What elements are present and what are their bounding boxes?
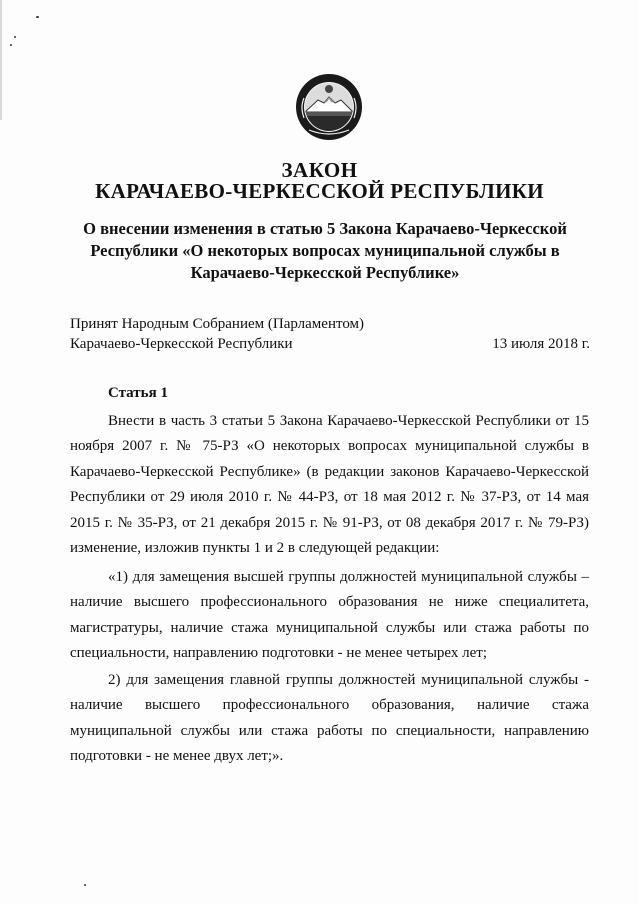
scan-speck: [14, 36, 16, 38]
law-title: ЗАКОН: [281, 158, 358, 182]
scan-speck: [36, 16, 39, 18]
subject-title: О внесении изменения в статью 5 Закона Карачаево-Черкесской Республики «О некоторых вопросах муниципальной службы в Карачаево-Черкесской Республике»: [83, 219, 567, 282]
article-paragraph: [70, 565, 589, 667]
paragraph-text: 2) для замещения главной группы должностей муниципальной службы - наличие высшего профессионального образования, наличие стажа: [70, 672, 589, 714]
article-paragraph: [70, 668, 589, 770]
article-heading: Статья 1: [108, 385, 168, 401]
coat-of-arms-icon: [294, 72, 364, 142]
adoption-date: 13 июля 2018 г.: [492, 336, 590, 352]
republic-title: КАРАЧАЕВО-ЧЕРКЕССКОЙ РЕСПУБЛИКИ: [95, 179, 544, 203]
paragraph-text: «1) для замещения высшей группы должностей муниципальной службы – наличие высшего профессионального образования не ниже специалитета, магистратуры, наличие стажа муниципальной службы или стажа работы по специальности, направлению подготовки - не менее четырех лет;: [70, 569, 589, 662]
adoption-block: [70, 314, 590, 354]
scan-speck: [10, 44, 12, 46]
scan-edge: [0, 0, 2, 120]
scan-speck: [84, 884, 86, 886]
paragraph-text: муниципальной службы или стажа работы по специальности, направлению подготовки - не менее двух лет;».: [70, 722, 589, 765]
article-paragraph: [70, 409, 589, 561]
adoption-row: [70, 334, 590, 354]
adopted-by-line-2: Карачаево-Черкесской Республики: [70, 336, 293, 352]
paragraph-text: Внести в часть 3 статьи 5 Закона Карачаево-Черкесской Республики от 15 ноября 2007 г. № 75-РЗ «О некоторых вопросах муниципальной службы в Карачаево-Черкесской Республике» (в редакции законов Карачаево-Черкесской Республики от 29 июля 2010 г. № 44-РЗ, от 18 мая 2012 г. № 37-РЗ, от 14 мая 2015 г. № 35-РЗ, от 21 декабря 2015 г. № 91-РЗ, от 08 декабря 2017 г. № 79-РЗ) изменение, изложив пункты 1 и 2 в следующей редакции:: [70, 413, 589, 557]
adopted-by-line-1: Принят Народным Собранием (Парламентом): [70, 316, 365, 332]
